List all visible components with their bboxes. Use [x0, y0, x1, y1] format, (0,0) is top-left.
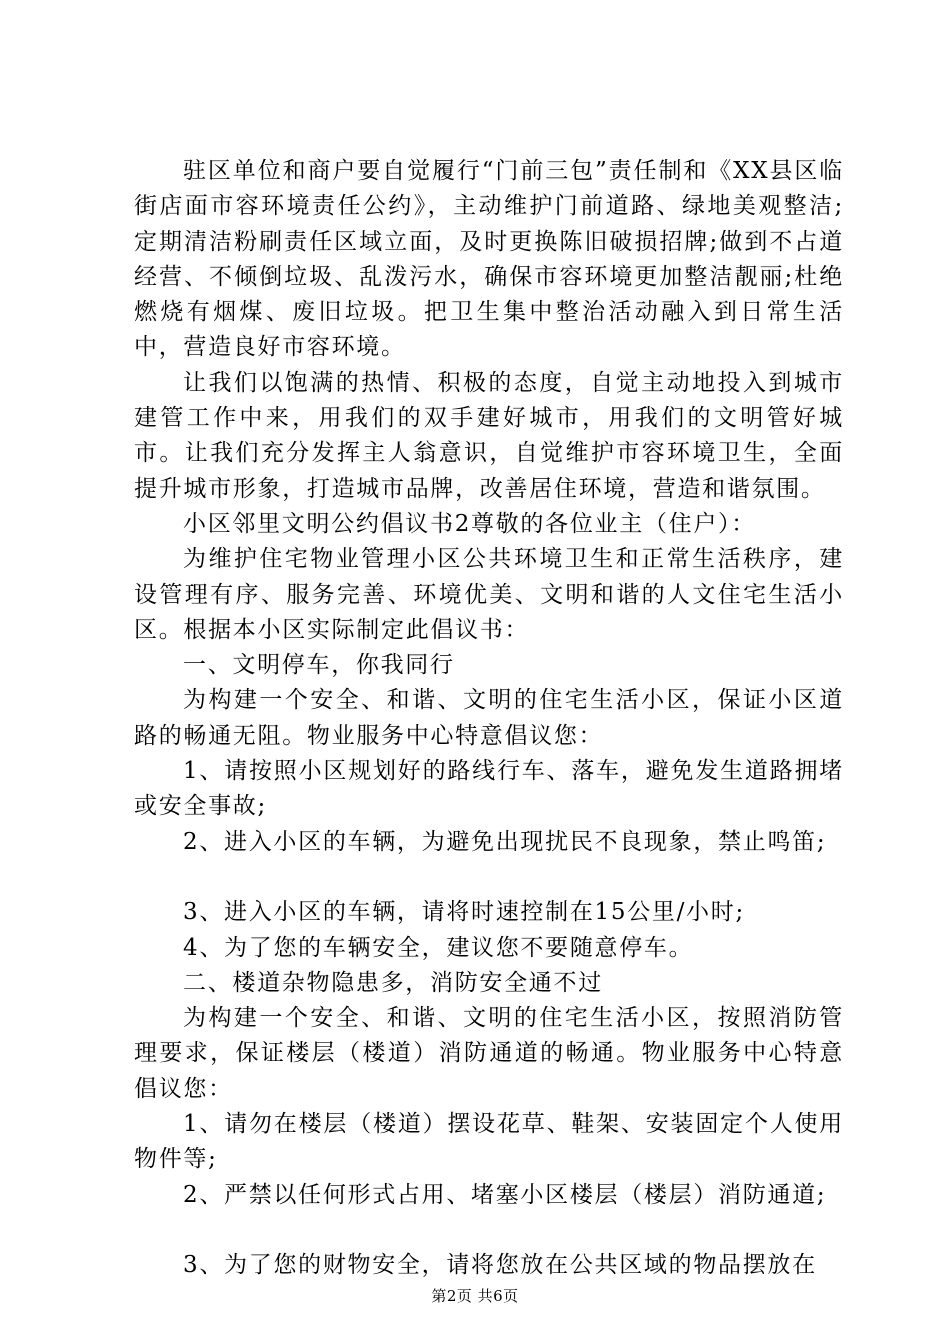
document-body — [134, 154, 844, 1284]
section-heading-parking: 一、文明停车，你我同行 — [183, 652, 455, 679]
list-item-fire-safety-1: 1、请勿在楼层（楼道）摆设花草、鞋架、安装固定个人使用物件等; — [134, 1111, 844, 1173]
list-item-parking-2: 2、进入小区的车辆，为避免出现扰民不良现象，禁止鸣笛; — [183, 828, 827, 855]
list-item-fire-safety-2: 2、严禁以任何形式占用、堵塞小区楼层（楼层）消防通道; — [183, 1181, 827, 1208]
list-item-parking-4: 4、为了您的车辆安全，建议您不要随意停车。 — [183, 934, 694, 961]
list-item-fire-safety-3: 3、为了您的财物安全，请将您放在公共区域的物品摆放在 — [183, 1252, 817, 1279]
page-number-footer: 第2页 共6页 — [431, 1287, 519, 1305]
paragraph-city-call: 让我们以饱满的热情、积极的态度，自觉主动地投入到城市建管工作中来，用我们的双手建好城市，用我们的文明管好城市。让我们充分发挥主人翁意识，自觉维护市容环境卫生，全面提升城市形象，打造城市品牌，改善居住环境，营造和谐氛围。 — [134, 369, 844, 502]
paragraph-proposal-intro: 为维护住宅物业管理小区公共环境卫生和正常生活秩序，建设管理有序、服务完善、环境优美、文明和谐的人文住宅生活小区。根据本小区实际制定此倡议书： — [134, 546, 844, 643]
list-item-parking-1: 1、请按照小区规划好的路线行车、落车，避免发生道路拥堵或安全事故; — [134, 758, 844, 820]
list-item-parking-3: 3、进入小区的车辆，请将时速控制在15公里/小时; — [183, 899, 745, 926]
section-heading-fire-safety: 二、楼道杂物隐患多，消防安全通不过 — [183, 969, 603, 996]
paragraph-parking-intro: 为构建一个安全、和谐、文明的住宅生活小区，保证小区道路的畅通无阻。物业服务中心特意倡议您： — [134, 687, 844, 749]
paragraph-shopkeepers-duty: 驻区单位和商户要自觉履行“门前三包”责任制和《XX县区临街店面市容环境责任公约》，主动维护门前道路、绿地美观整洁;定期清洁粉刷责任区域立面，及时更换陈旧破损招牌;做到不占道经营、不倾倒垃圾、乱泼污水，确保市容环境更加整洁靓丽;杜绝燃烧有烟煤、废旧垃圾。把卫生集中整治活动融入到日常生活中，营造良好市容环境。 — [134, 158, 844, 361]
paragraph-proposal-heading: 小区邻里文明公约倡议书2尊敬的各位业主（住户）： — [183, 510, 756, 537]
paragraph-fire-safety-intro: 为构建一个安全、和谐、文明的住宅生活小区，按照消防管理要求，保证楼层（楼道）消防通道的畅通。物业服务中心特意倡议您： — [134, 1005, 844, 1102]
